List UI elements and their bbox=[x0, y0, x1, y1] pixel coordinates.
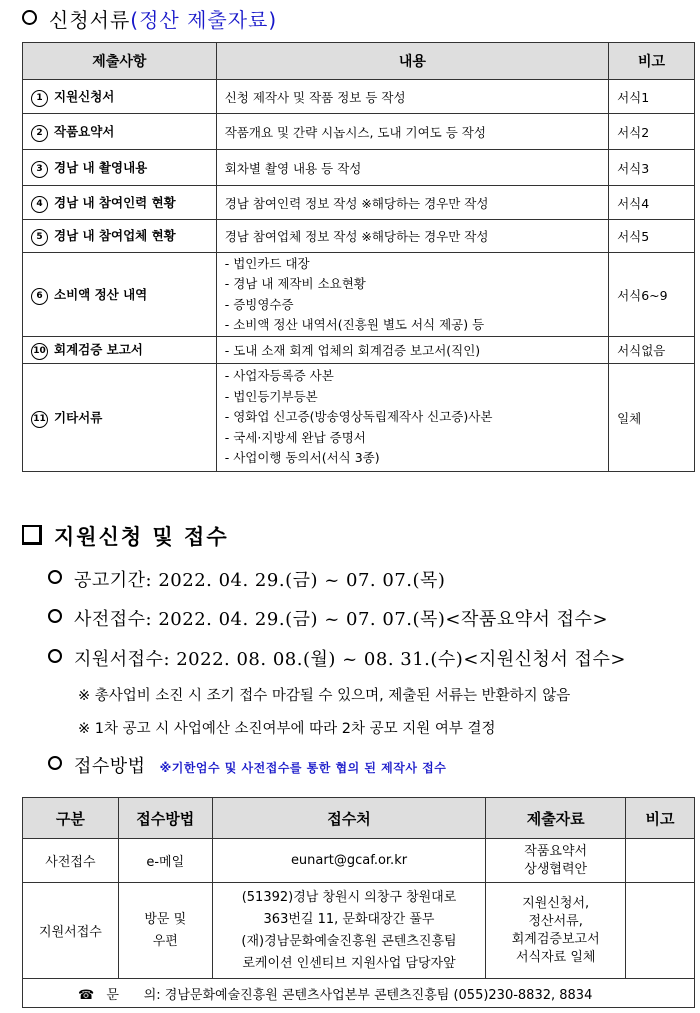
row-content: 작품개요 및 간략 시놉시스, 도내 기여도 등 작성 bbox=[216, 114, 608, 150]
header-docs: 제출자료 bbox=[486, 798, 626, 839]
row-content: - 법인카드 대장 - 경남 내 제작비 소요현황 - 증빙영수증 - 소비액 정산 내역서(진흥원 별도 서식 제공) 등 bbox=[216, 253, 608, 337]
table-row bbox=[23, 220, 695, 253]
row-place-address: (51392)경남 창원시 의창구 창원대로 363번길 11, 문화대장간 풀무 (재)경남문화예술진흥원 콘텐츠진흥팀 로케이션 인센티브 지원사업 담당자앞 bbox=[212, 883, 486, 979]
table-row bbox=[23, 253, 695, 337]
row-note: 서식6~9 bbox=[609, 253, 695, 337]
table-row bbox=[23, 839, 695, 883]
header-note: 비고 bbox=[609, 43, 695, 80]
row-note: 일체 bbox=[609, 364, 695, 472]
row-note: 서식1 bbox=[609, 80, 695, 114]
contact-info: ☎ 문 의: 경남문화예술진흥원 콘텐츠사업본부 콘텐츠진흥팀 (055)230-8832, 8834 bbox=[23, 979, 695, 1008]
table-row bbox=[23, 186, 695, 220]
note-early-close: ※ 총사업비 소진 시 조기 접수 마감될 수 있으며, 제출된 서류는 반환하지 않음 bbox=[78, 688, 571, 704]
bullet-pre-registration: 사전접수: 2022. 04. 29.(금) ~ 07. 07.(목)<작품요약서 접수> bbox=[48, 605, 608, 631]
bullet-announcement-period: 공고기간: 2022. 04. 29.(금) ~ 07. 07.(목) bbox=[48, 566, 445, 592]
submission-table bbox=[22, 797, 695, 1008]
header-method: 접수방법 bbox=[118, 798, 212, 839]
circle-bullet-icon bbox=[48, 570, 62, 584]
row-item: 6 소비액 정산 내역 bbox=[23, 253, 217, 337]
row-place-email[interactable]: eunart@gcaf.or.kr bbox=[212, 839, 486, 883]
row-item: 10 회계검증 보고서 bbox=[23, 337, 217, 364]
section-title-documents: 신청서류(정산 제출자료) bbox=[22, 4, 277, 33]
row-note bbox=[626, 883, 695, 979]
table-row bbox=[23, 364, 695, 472]
row-note: 서식4 bbox=[609, 186, 695, 220]
row-item: 5 경남 내 참여업체 현황 bbox=[23, 220, 217, 253]
row-note: 서식없음 bbox=[609, 337, 695, 364]
row-type: 사전접수 bbox=[23, 839, 119, 883]
row-item: 11 기타서류 bbox=[23, 364, 217, 472]
table-row bbox=[23, 150, 695, 186]
row-docs: 작품요약서 상생협력안 bbox=[486, 839, 626, 883]
note-second-round: ※ 1차 공고 시 사업예산 소진여부에 따라 2차 공모 지원 여부 결정 bbox=[78, 721, 496, 737]
row-note: 서식2 bbox=[609, 114, 695, 150]
checkbox-square-icon bbox=[22, 525, 42, 545]
row-item: 1 지원신청서 bbox=[23, 80, 217, 114]
telephone-icon: ☎ bbox=[78, 987, 95, 1003]
table-row bbox=[23, 337, 695, 364]
row-content: 신청 제작사 및 작품 정보 등 작성 bbox=[216, 80, 608, 114]
row-method: e-메일 bbox=[118, 839, 212, 883]
documents-table bbox=[22, 42, 695, 472]
row-content: - 도내 소재 회계 업체의 회계검증 보고서(직인) bbox=[216, 337, 608, 364]
table-row bbox=[23, 114, 695, 150]
circle-bullet-icon bbox=[22, 10, 37, 25]
row-note: 서식3 bbox=[609, 150, 695, 186]
row-method: 방문 및 우편 bbox=[118, 883, 212, 979]
table-row bbox=[23, 883, 695, 979]
circle-bullet-icon bbox=[48, 756, 62, 770]
row-content: 경남 참여업체 정보 작성 ※해당하는 경우만 작성 bbox=[216, 220, 608, 253]
row-note bbox=[626, 839, 695, 883]
bullet-application-period: 지원서접수: 2022. 08. 08.(월) ~ 08. 31.(수)<지원신청서 접수> bbox=[48, 645, 626, 671]
row-docs: 지원신청서, 정산서류, 회계검증보고서 서식자료 일체 bbox=[486, 883, 626, 979]
row-item: 4 경남 내 참여인력 현황 bbox=[23, 186, 217, 220]
row-note: 서식5 bbox=[609, 220, 695, 253]
bullet-method: 접수방법 ※기한엄수 및 사전접수를 통한 협의 된 제작사 접수 bbox=[48, 752, 446, 778]
contact-row bbox=[23, 979, 695, 1008]
row-item: 2 작품요약서 bbox=[23, 114, 217, 150]
row-content: 회차별 촬영 내용 등 작성 bbox=[216, 150, 608, 186]
circle-bullet-icon bbox=[48, 649, 62, 663]
row-item: 3 경남 내 촬영내용 bbox=[23, 150, 217, 186]
header-note: 비고 bbox=[626, 798, 695, 839]
section-title-application: 지원신청 및 접수 bbox=[22, 521, 229, 551]
circle-bullet-icon bbox=[48, 609, 62, 623]
table-header-row bbox=[23, 798, 695, 839]
row-content: - 사업자등록증 사본 - 법인등기부등본 - 영화업 신고증(방송영상독립제작사 신고증)사본 - 국세·지방세 완납 증명서 - 사업이행 동의서(서식 3종) bbox=[216, 364, 608, 472]
table-header-row bbox=[23, 43, 695, 80]
row-type: 지원서접수 bbox=[23, 883, 119, 979]
table-row bbox=[23, 80, 695, 114]
header-type: 구분 bbox=[23, 798, 119, 839]
header-item: 제출사항 bbox=[23, 43, 217, 80]
row-content: 경남 참여인력 정보 작성 ※해당하는 경우만 작성 bbox=[216, 186, 608, 220]
header-content: 내용 bbox=[216, 43, 608, 80]
header-place: 접수처 bbox=[212, 798, 486, 839]
method-note: ※기한엄수 및 사전접수를 통한 협의 된 제작사 접수 bbox=[159, 761, 447, 775]
